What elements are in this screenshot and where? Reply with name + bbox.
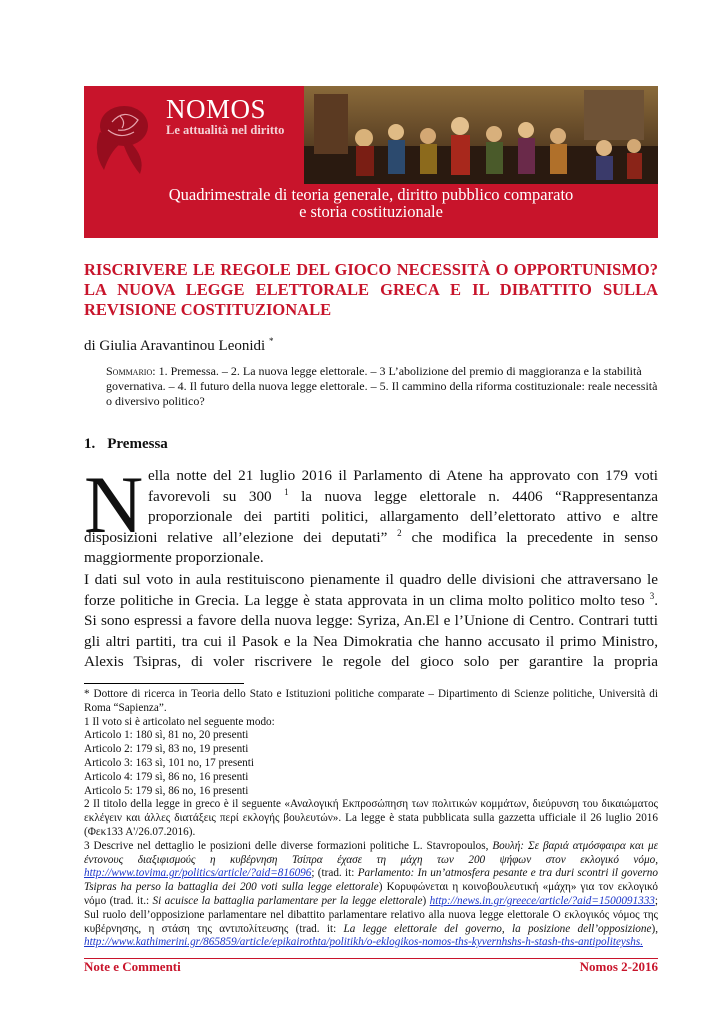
footnotes bbox=[84, 688, 658, 950]
paragraph-line: maggiormente proporzionale. bbox=[84, 549, 264, 566]
section-number: 1. bbox=[84, 436, 96, 452]
footnote-1-item: Articolo 2: 179 sì, 83 no, 19 presenti bbox=[84, 743, 249, 756]
paragraph-line: proporzionale dei partiti politici, allargamento dell’elettorato attivo e altre bbox=[148, 508, 658, 525]
page-footer bbox=[84, 958, 658, 975]
rose-logo-icon bbox=[90, 92, 170, 176]
journal-title: NOMOS bbox=[166, 94, 267, 124]
footnote-ref-2[interactable]: 2 bbox=[397, 527, 402, 538]
paragraph-line: I dati sul voto in aula restituiscono pienamente il quadro delle divisioni che attraversano le bbox=[84, 571, 658, 588]
author-footnote-mark: * bbox=[268, 336, 274, 346]
article-author bbox=[84, 336, 273, 355]
footnote-link-in-gr[interactable]: http://news.in.gr/greece/article/?aid=1500091333 bbox=[429, 894, 655, 907]
footnote-1-item: Articolo 4: 179 sì, 86 no, 16 presenti bbox=[84, 770, 249, 783]
footnote-link-tovima[interactable]: http://www.tovima.gr/politics/article/?aid=816096 bbox=[84, 867, 312, 880]
footer-issue-label: Nomos 2-2016 bbox=[579, 959, 658, 974]
footnote-1-intro: 1 Il voto si è articolato nel seguente modo: bbox=[84, 715, 275, 728]
article-title: RISCRIVERE LE REGOLE DEL GIOCO NECESSITÀ O OPPORTUNISMO? LA NUOVA LEGGE ELETTORALE GRECA E IL DIBATTITO SULLA REVISIONE COSTITUZIONALE bbox=[84, 260, 658, 319]
paragraph-1-full bbox=[84, 528, 658, 569]
footnote-star: * Dottore di ricerca in Teoria dello Stato e Istituzioni politiche comparate – Dipartimento di Scienze politiche, Università di Roma “Sapienza”. bbox=[84, 688, 658, 714]
author-name: di Giulia Aravantinou Leonidi bbox=[84, 338, 266, 354]
footnote-ref-1[interactable]: 1 bbox=[284, 486, 289, 497]
summary-label: Sommario: bbox=[106, 364, 156, 378]
footnote-1-item: Articolo 1: 180 sì, 81 no, 20 presenti bbox=[84, 729, 249, 742]
paragraph-line: Si sono espressi a favore della nuova legge: Syriza, An.El e l’Unione di Centro. Contrari tutti bbox=[84, 612, 658, 629]
section-heading bbox=[84, 436, 168, 453]
footnote-separator bbox=[84, 683, 244, 684]
footnote-1-item: Articolo 3: 163 sì, 101 no, 17 presenti bbox=[84, 756, 254, 769]
drop-cap: N bbox=[84, 459, 144, 550]
summary-text: 1. Premessa. – 2. La nuova legge elettorale. – 3 L’abolizione del premio di maggioranza e la stabilità governativa. – 4. Il futuro della nuova legge elettorale. – 5. Il cammino della riforma costituzionale: reale necessità o diversivo politico? bbox=[106, 364, 658, 408]
paragraph-line: Alexis Tsipras, di voler riscrivere le regole del gioco solo per garantire la propria bbox=[84, 653, 658, 670]
journal-strap bbox=[84, 186, 658, 220]
banner-painting-image bbox=[304, 86, 658, 184]
paragraph-line: forze politiche in Grecia. La legge è stata approvata in un clima molto politico molto teso $^3$. bbox=[84, 590, 658, 609]
journal-subtitle: Le attualità nel diritto bbox=[166, 123, 285, 137]
footnote-link-kathimerini[interactable]: http://www.kathimerini.gr/865859/article/epikairothta/politikh/o-eklogikos-nomos-ths-kyvernhshs-h-stash-ths-antipoliteyshs. bbox=[84, 936, 643, 949]
footnote-1-item: Articolo 5: 179 sì, 86 no, 16 presenti bbox=[84, 784, 249, 797]
logo-area bbox=[84, 86, 304, 184]
paragraph-2 bbox=[84, 570, 658, 673]
footnote-3: 3 Descrive nel dettaglio le posizioni delle diverse formazioni politiche L. Stavropoulos, Βουλή: Σε βαριά ατμόσφαιρα και με έντονους διαξιφισμούς η κυβέρνηση Τσίπρα έχασε τη μάχη των 200 ψήφων στον εκλογικό νόμο, http://www.tovima.gr/politics/article/?aid=816096; (trad. it: Parlamento: In un’atmosfera pesante e tra duri scontri il governo Tsipras ha perso la battaglia dei 200 voti sulla legge elettorale) Κορυφώνεται η κοινοβουλευτική «μάχη» για τον εκλογικό νόμο (trad. it.: Si acuisce la battaglia parlamentare per la legge elettorale) http://news.in.gr/greece/article/?aid=1500091333; Sul ruolo dell’opposizione parlamentare nel dibattito parlamentare relativo alla nuova legge elettorale Ο εκλογικός νόμος της κυβέρνησης, η στάση της αντιπολίτευσης (trad. it: La legge elettorale del governo, la posizione dell’opposizione), http://www.kathimerini.gr/865859/article/epikairothta/politikh/o-eklogikos-nomos-ths-kyvernhshs-h-stash-ths-antipoliteyshs. bbox=[84, 839, 658, 949]
strap-line-2: e storia costituzionale bbox=[299, 202, 443, 221]
strap-line-1: Quadrimestrale di teoria generale, diritto pubblico comparato bbox=[168, 185, 574, 204]
footnote-ref-3[interactable]: 3 bbox=[649, 590, 655, 601]
paragraph-line: favorevoli su 300 $^1$ la nuova legge elettorale n. 4406 “Rappresentanza bbox=[148, 486, 658, 505]
footnote-2: 2 Il titolo della legge in greco è il seguente «Αναλογική Εκπροσώπηση των πολιτικών κομμάτων, διεύρυνση του δικαιώματος εκλέγειν και άλλες διατάξεις περί εκλογής βουλευτών». La legge è stata pubblicata sulla gazzetta ufficiale il 26 luglio 2016 (Φεκ133 Α'/26.07.2016). bbox=[84, 798, 658, 838]
paragraph-1-indented bbox=[148, 466, 658, 528]
paragraph-line: gli altri partiti, tra cui il Pasok e la Nea Dimokratia che hanno accusato il primo Ministro, bbox=[84, 632, 658, 650]
section-title: Premessa bbox=[107, 436, 168, 452]
article-summary bbox=[106, 364, 658, 409]
paragraph-line: ella notte del 21 luglio 2016 il Parlamento di Atene ha approvato con 179 voti bbox=[148, 467, 658, 484]
journal-banner bbox=[84, 86, 658, 238]
footer-section-label: Note e Commenti bbox=[84, 959, 181, 974]
paragraph-line: disposizioni relative all’elezione dei deputati” $^2$ che modifica la precedente in senso bbox=[84, 527, 658, 546]
